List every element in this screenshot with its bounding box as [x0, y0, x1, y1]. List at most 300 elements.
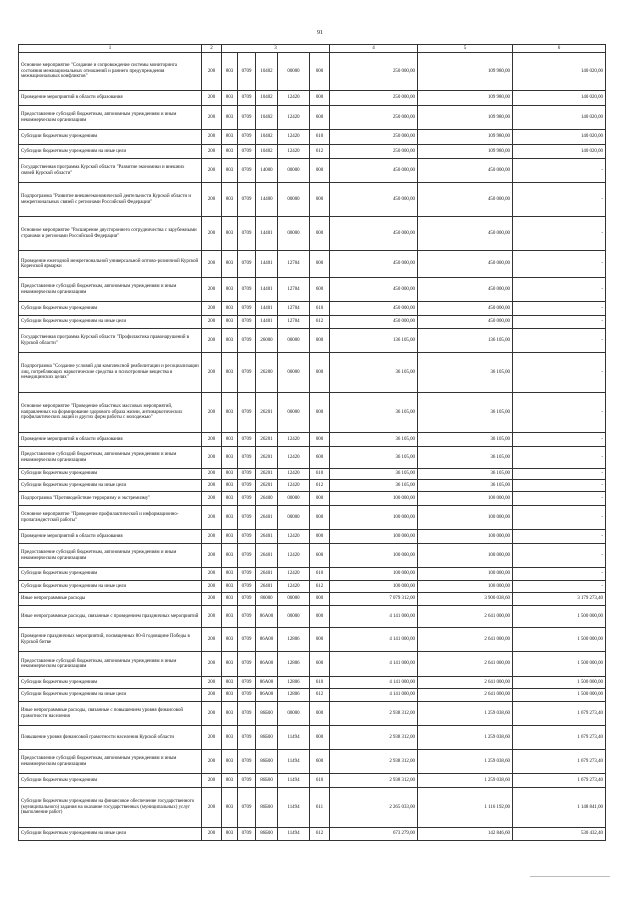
code-section: 0709: [238, 652, 256, 677]
amount-total: 36 105,00: [330, 469, 418, 480]
code-target-b: 00000: [278, 506, 310, 530]
amount-col6: 1 679 273,40: [513, 702, 606, 726]
amount-total: 4 141 000,00: [330, 689, 418, 702]
table-row: [19, 469, 606, 480]
code-admin: 200: [202, 677, 222, 689]
code-target-a: 14401: [256, 278, 278, 302]
amount-total: 100 000,00: [330, 581, 418, 593]
code-expense-type: 000: [310, 530, 330, 544]
code-expense-type: 000: [310, 183, 330, 217]
amount-col6: -: [513, 159, 606, 183]
code-expense-type: 000: [310, 159, 330, 183]
code-expense-type: 611: [310, 788, 330, 828]
code-target-b: 12420: [278, 91, 310, 106]
code-admin: 200: [202, 251, 222, 278]
amount-col5: 1 259 038,60: [418, 774, 513, 788]
amount-col6: -: [513, 530, 606, 544]
amount-col5: 2 641 000,00: [418, 628, 513, 652]
code-section: 0709: [238, 480, 256, 492]
table-row: [19, 568, 606, 581]
amount-total: 2 265 033,00: [330, 788, 418, 828]
table-row: [19, 628, 606, 652]
code-grbs: 803: [222, 774, 238, 788]
code-grbs: 803: [222, 689, 238, 702]
code-admin: 200: [202, 302, 222, 316]
amount-col6: -: [513, 329, 606, 353]
row-name: Субсидии бюджетным учреждениям на иные цели: [19, 145, 202, 159]
amount-total: 250 000,00: [330, 130, 418, 145]
code-grbs: 803: [222, 480, 238, 492]
code-admin: 200: [202, 702, 222, 726]
amount-total: 100 000,00: [330, 506, 418, 530]
amount-total: 250 000,00: [330, 145, 418, 159]
code-section: 0709: [238, 316, 256, 329]
table-row: [19, 677, 606, 689]
code-section: 0709: [238, 53, 256, 91]
amount-col5: 1 259 038,60: [418, 750, 513, 774]
row-name: Повышение уровня финансовой грамотности населения Курской области: [19, 726, 202, 750]
row-name: Субсидии бюджетным учреждениям на финансовое обеспечение государственного (муниципального) задания на оказание государственных (муниципальных) услуг (выполнение работ): [19, 788, 202, 828]
table-row: [19, 480, 606, 492]
amount-col5: 109 980,00: [418, 91, 513, 106]
code-expense-type: 612: [310, 316, 330, 329]
code-grbs: 803: [222, 217, 238, 251]
amount-col6: -: [513, 581, 606, 593]
table-row: [19, 316, 606, 329]
code-admin: 200: [202, 278, 222, 302]
code-section: 0709: [238, 581, 256, 593]
row-name: Субсидии бюджетным учреждениям: [19, 774, 202, 788]
row-name: Проведение мероприятий в области образования: [19, 91, 202, 106]
amount-col6: 1 500 000,00: [513, 652, 606, 677]
code-target-b: 12420: [278, 544, 310, 568]
row-name: Субсидии бюджетным учреждениям на иные цели: [19, 689, 202, 702]
code-admin: 200: [202, 329, 222, 353]
amount-col6: 530 432,40: [513, 828, 606, 841]
code-target-b: 12806: [278, 689, 310, 702]
code-target-a: 86Б00: [256, 828, 278, 841]
amount-col5: 100 000,00: [418, 581, 513, 593]
code-target-b: 12704: [278, 278, 310, 302]
code-target-b: 12420: [278, 130, 310, 145]
amount-total: 2 938 312,00: [330, 750, 418, 774]
code-admin: 200: [202, 544, 222, 568]
code-section: 0709: [238, 544, 256, 568]
amount-col6: -: [513, 393, 606, 433]
code-section: 0709: [238, 145, 256, 159]
table-row: [19, 593, 606, 606]
code-target-b: 12420: [278, 530, 310, 544]
amount-col6: -: [513, 492, 606, 506]
code-target-a: 14400: [256, 183, 278, 217]
row-name: Субсидии бюджетным учреждениям на иные цели: [19, 581, 202, 593]
amount-col6: -: [513, 353, 606, 393]
code-admin: 200: [202, 53, 222, 91]
row-name: Предоставление субсидий бюджетным, автономным учреждениям и иным некоммерческим организациям: [19, 750, 202, 774]
amount-total: 450 000,00: [330, 316, 418, 329]
code-expense-type: 000: [310, 393, 330, 433]
amount-col5: 2 641 000,00: [418, 677, 513, 689]
row-name: Основное мероприятие "Создание и сопровождение системы мониторинга состояния межнациональных отношений и раннего предупреждения межнациональных конфликтов": [19, 53, 202, 91]
table-row: [19, 726, 606, 750]
code-target-a: 86Б00: [256, 774, 278, 788]
amount-col6: -: [513, 469, 606, 480]
code-target-a: 86Б00: [256, 702, 278, 726]
amount-col6: 1 679 273,40: [513, 774, 606, 788]
row-name: Субсидии бюджетным учреждениям: [19, 677, 202, 689]
row-name: Проведение ежегодной межрегиональной универсальной оптово-розничной Курской Коренской ярмарки: [19, 251, 202, 278]
amount-col6: -: [513, 480, 606, 492]
amount-col5: 1 259 038,60: [418, 702, 513, 726]
code-target-a: 14401: [256, 251, 278, 278]
amount-total: 450 000,00: [330, 183, 418, 217]
header-row: [19, 45, 606, 53]
code-target-b: 12704: [278, 316, 310, 329]
code-target-a: 86А00: [256, 689, 278, 702]
code-target-b: 12420: [278, 433, 310, 447]
table-row: [19, 302, 606, 316]
code-target-a: 10402: [256, 130, 278, 145]
code-expense-type: 612: [310, 828, 330, 841]
amount-col5: 450 000,00: [418, 251, 513, 278]
amount-total: 250 000,00: [330, 106, 418, 130]
amount-col5: 109 980,00: [418, 130, 513, 145]
row-name: Иные непрограммные расходы, связанные с проведением праздничных мероприятий: [19, 606, 202, 628]
amount-col6: 1 500 000,00: [513, 628, 606, 652]
code-grbs: 803: [222, 606, 238, 628]
code-admin: 200: [202, 506, 222, 530]
amount-col5: 1 116 192,00: [418, 788, 513, 828]
code-target-a: 26201: [256, 480, 278, 492]
amount-col6: -: [513, 183, 606, 217]
code-target-b: 12420: [278, 480, 310, 492]
code-admin: 200: [202, 353, 222, 393]
code-grbs: 803: [222, 530, 238, 544]
table-row: [19, 130, 606, 145]
amount-col5: 450 000,00: [418, 278, 513, 302]
code-grbs: 803: [222, 159, 238, 183]
code-admin: 200: [202, 316, 222, 329]
code-target-a: 26200: [256, 353, 278, 393]
code-expense-type: 612: [310, 581, 330, 593]
table-row: [19, 53, 606, 91]
table-row: [19, 689, 606, 702]
code-grbs: 803: [222, 183, 238, 217]
code-expense-type: 000: [310, 217, 330, 251]
code-grbs: 803: [222, 492, 238, 506]
row-name: Подпрограмма "Создание условий для комплексной реабилитации и ресоциализации лиц, потребляющих наркотические средства и психотропные вещества в немедицинских целях": [19, 353, 202, 393]
code-grbs: 803: [222, 393, 238, 433]
code-expense-type: 610: [310, 774, 330, 788]
code-expense-type: 000: [310, 492, 330, 506]
code-expense-type: 610: [310, 130, 330, 145]
amount-total: 36 105,00: [330, 447, 418, 469]
code-target-a: 26201: [256, 393, 278, 433]
code-section: 0709: [238, 353, 256, 393]
code-section: 0709: [238, 702, 256, 726]
code-target-a: 86000: [256, 593, 278, 606]
row-name: Субсидии бюджетным учреждениям: [19, 130, 202, 145]
code-section: 0709: [238, 677, 256, 689]
amount-col5: 100 000,00: [418, 530, 513, 544]
code-target-a: 14401: [256, 316, 278, 329]
code-admin: 200: [202, 593, 222, 606]
code-expense-type: 610: [310, 677, 330, 689]
amount-col5: 450 000,00: [418, 217, 513, 251]
code-target-b: 00000: [278, 53, 310, 91]
row-name: Подпрограмма "Развитие внешнеэкономической деятельности Курской области и межрегиональных связей с регионами Российской Федерации": [19, 183, 202, 217]
code-admin: 200: [202, 393, 222, 433]
code-target-a: 86А00: [256, 628, 278, 652]
code-grbs: 803: [222, 506, 238, 530]
amount-total: 36 105,00: [330, 353, 418, 393]
code-target-a: 14401: [256, 217, 278, 251]
code-target-a: 26201: [256, 433, 278, 447]
code-grbs: 803: [222, 353, 238, 393]
table-row: [19, 447, 606, 469]
code-target-b: 11494: [278, 726, 310, 750]
code-target-b: 12420: [278, 469, 310, 480]
table-row: [19, 393, 606, 433]
code-admin: 200: [202, 91, 222, 106]
table-row: [19, 544, 606, 568]
code-target-b: 00000: [278, 606, 310, 628]
amount-total: 100 000,00: [330, 568, 418, 581]
amount-col6: -: [513, 278, 606, 302]
code-grbs: 803: [222, 750, 238, 774]
code-admin: 200: [202, 568, 222, 581]
header-col-4: 4: [330, 45, 418, 53]
row-name: Проведение мероприятий в области образования: [19, 433, 202, 447]
code-admin: 200: [202, 750, 222, 774]
code-target-a: 86А00: [256, 677, 278, 689]
code-target-a: 26401: [256, 506, 278, 530]
amount-total: 450 000,00: [330, 278, 418, 302]
table-row: [19, 159, 606, 183]
header-col-2: 2: [202, 45, 222, 53]
amount-col5: 100 000,00: [418, 568, 513, 581]
code-target-b: 11494: [278, 774, 310, 788]
amount-col6: -: [513, 316, 606, 329]
code-expense-type: 000: [310, 433, 330, 447]
code-admin: 200: [202, 130, 222, 145]
code-target-b: 00000: [278, 492, 310, 506]
amount-total: 4 141 000,00: [330, 606, 418, 628]
code-admin: 200: [202, 159, 222, 183]
amount-total: 4 141 000,00: [330, 677, 418, 689]
table-row: [19, 278, 606, 302]
amount-col5: 100 000,00: [418, 492, 513, 506]
code-expense-type: 000: [310, 628, 330, 652]
amount-col5: 2 641 000,00: [418, 689, 513, 702]
code-grbs: 803: [222, 278, 238, 302]
code-section: 0709: [238, 329, 256, 353]
code-target-a: 26401: [256, 581, 278, 593]
code-section: 0709: [238, 278, 256, 302]
table-row: [19, 217, 606, 251]
amount-col6: -: [513, 506, 606, 530]
header-col-6: 6: [513, 45, 606, 53]
code-expense-type: 600: [310, 447, 330, 469]
amount-col5: 36 105,00: [418, 353, 513, 393]
table-row: [19, 702, 606, 726]
amount-col6: 1 679 273,40: [513, 750, 606, 774]
code-target-b: 12420: [278, 581, 310, 593]
table-row: [19, 433, 606, 447]
amount-col5: 36 105,00: [418, 469, 513, 480]
code-target-a: 14000: [256, 159, 278, 183]
amount-col5: 100 000,00: [418, 544, 513, 568]
header-col-3: 3: [222, 45, 330, 53]
amount-col5: 36 105,00: [418, 393, 513, 433]
code-target-b: 00000: [278, 329, 310, 353]
code-section: 0709: [238, 447, 256, 469]
amount-col6: -: [513, 251, 606, 278]
amount-col6: 140 020,00: [513, 130, 606, 145]
code-section: 0709: [238, 251, 256, 278]
row-name: Предоставление субсидий бюджетным, автономным учреждениям и иным некоммерческим организациям: [19, 544, 202, 568]
code-target-a: 10402: [256, 106, 278, 130]
amount-col6: 140 020,00: [513, 145, 606, 159]
code-target-a: 10402: [256, 145, 278, 159]
code-expense-type: 600: [310, 750, 330, 774]
code-target-b: 00000: [278, 393, 310, 433]
code-section: 0709: [238, 217, 256, 251]
code-grbs: 803: [222, 677, 238, 689]
code-section: 0709: [238, 788, 256, 828]
code-grbs: 803: [222, 469, 238, 480]
code-grbs: 803: [222, 628, 238, 652]
amount-col5: 450 000,00: [418, 159, 513, 183]
amount-col5: 3 900 038,60: [418, 593, 513, 606]
code-target-b: 12420: [278, 568, 310, 581]
code-section: 0709: [238, 568, 256, 581]
amount-total: 100 000,00: [330, 544, 418, 568]
code-expense-type: 610: [310, 302, 330, 316]
row-name: Основное мероприятие "Проведение профилактической и информационно-пропагандистской работы": [19, 506, 202, 530]
row-name: Проведение праздничных мероприятий, посвященных 80-й годовщине Победы в Курской битве: [19, 628, 202, 652]
code-expense-type: 000: [310, 91, 330, 106]
code-section: 0709: [238, 492, 256, 506]
code-target-b: 11494: [278, 828, 310, 841]
amount-total: 4 141 000,00: [330, 652, 418, 677]
amount-total: 36 105,00: [330, 393, 418, 433]
code-target-a: 26401: [256, 544, 278, 568]
amount-col5: 450 000,00: [418, 302, 513, 316]
code-admin: 200: [202, 492, 222, 506]
code-target-a: 26201: [256, 469, 278, 480]
code-target-a: 86А00: [256, 606, 278, 628]
code-admin: 200: [202, 447, 222, 469]
code-grbs: 803: [222, 130, 238, 145]
code-target-b: 12806: [278, 677, 310, 689]
code-expense-type: 000: [310, 329, 330, 353]
amount-total: 2 938 312,00: [330, 726, 418, 750]
code-target-b: 00000: [278, 159, 310, 183]
table-row: [19, 530, 606, 544]
amount-total: 450 000,00: [330, 159, 418, 183]
row-name: Субсидии бюджетным учреждениям на иные цели: [19, 480, 202, 492]
code-grbs: 803: [222, 828, 238, 841]
amount-total: 450 000,00: [330, 217, 418, 251]
amount-col6: -: [513, 544, 606, 568]
code-target-a: 14401: [256, 302, 278, 316]
code-grbs: 803: [222, 329, 238, 353]
amount-col6: 1 148 841,00: [513, 788, 606, 828]
code-target-b: 11494: [278, 750, 310, 774]
code-grbs: 803: [222, 593, 238, 606]
code-section: 0709: [238, 628, 256, 652]
amount-col5: 136 105,00: [418, 329, 513, 353]
code-expense-type: 600: [310, 652, 330, 677]
table-row: [19, 145, 606, 159]
amount-col5: 142 846,60: [418, 828, 513, 841]
code-target-a: 26201: [256, 447, 278, 469]
amount-col6: -: [513, 302, 606, 316]
amount-total: 36 105,00: [330, 433, 418, 447]
code-target-b: 00000: [278, 353, 310, 393]
code-section: 0709: [238, 774, 256, 788]
code-expense-type: 000: [310, 606, 330, 628]
code-target-a: 86А00: [256, 652, 278, 677]
code-grbs: 803: [222, 53, 238, 91]
amount-col5: 109 980,00: [418, 145, 513, 159]
code-admin: 200: [202, 480, 222, 492]
table-row: [19, 492, 606, 506]
code-target-b: 00000: [278, 183, 310, 217]
table-row: [19, 329, 606, 353]
row-name: Субсидии бюджетным учреждениям: [19, 469, 202, 480]
amount-col5: 36 105,00: [418, 447, 513, 469]
code-target-b: 00000: [278, 217, 310, 251]
code-grbs: 803: [222, 581, 238, 593]
header-col-5: 5: [418, 45, 513, 53]
code-target-b: 12420: [278, 145, 310, 159]
table-row: [19, 788, 606, 828]
amount-total: 450 000,00: [330, 302, 418, 316]
code-grbs: 803: [222, 568, 238, 581]
table-row: [19, 652, 606, 677]
code-target-b: 00000: [278, 702, 310, 726]
amount-total: 100 000,00: [330, 492, 418, 506]
row-name: Субсидии бюджетным учреждениям на иные цели: [19, 316, 202, 329]
code-grbs: 803: [222, 251, 238, 278]
code-section: 0709: [238, 159, 256, 183]
header-col-1: 1: [19, 45, 202, 53]
code-expense-type: 000: [310, 593, 330, 606]
amount-col5: 36 105,00: [418, 433, 513, 447]
row-name: Предоставление субсидий бюджетным, автономным учреждениям и иным некоммерческим организациям: [19, 447, 202, 469]
amount-total: 673 279,00: [330, 828, 418, 841]
amount-total: 4 141 000,00: [330, 628, 418, 652]
amount-col5: 100 000,00: [418, 506, 513, 530]
code-target-b: 12806: [278, 652, 310, 677]
amount-col5: 2 641 000,00: [418, 606, 513, 628]
amount-col6: -: [513, 447, 606, 469]
code-grbs: 803: [222, 145, 238, 159]
code-expense-type: 612: [310, 689, 330, 702]
code-expense-type: 600: [310, 544, 330, 568]
code-expense-type: 000: [310, 702, 330, 726]
amount-total: 7 079 312,00: [330, 593, 418, 606]
amount-col6: 3 179 273,40: [513, 593, 606, 606]
table-row: [19, 774, 606, 788]
table-row: [19, 106, 606, 130]
amount-col5: 109 980,00: [418, 53, 513, 91]
code-expense-type: 612: [310, 480, 330, 492]
code-expense-type: 600: [310, 278, 330, 302]
code-section: 0709: [238, 469, 256, 480]
